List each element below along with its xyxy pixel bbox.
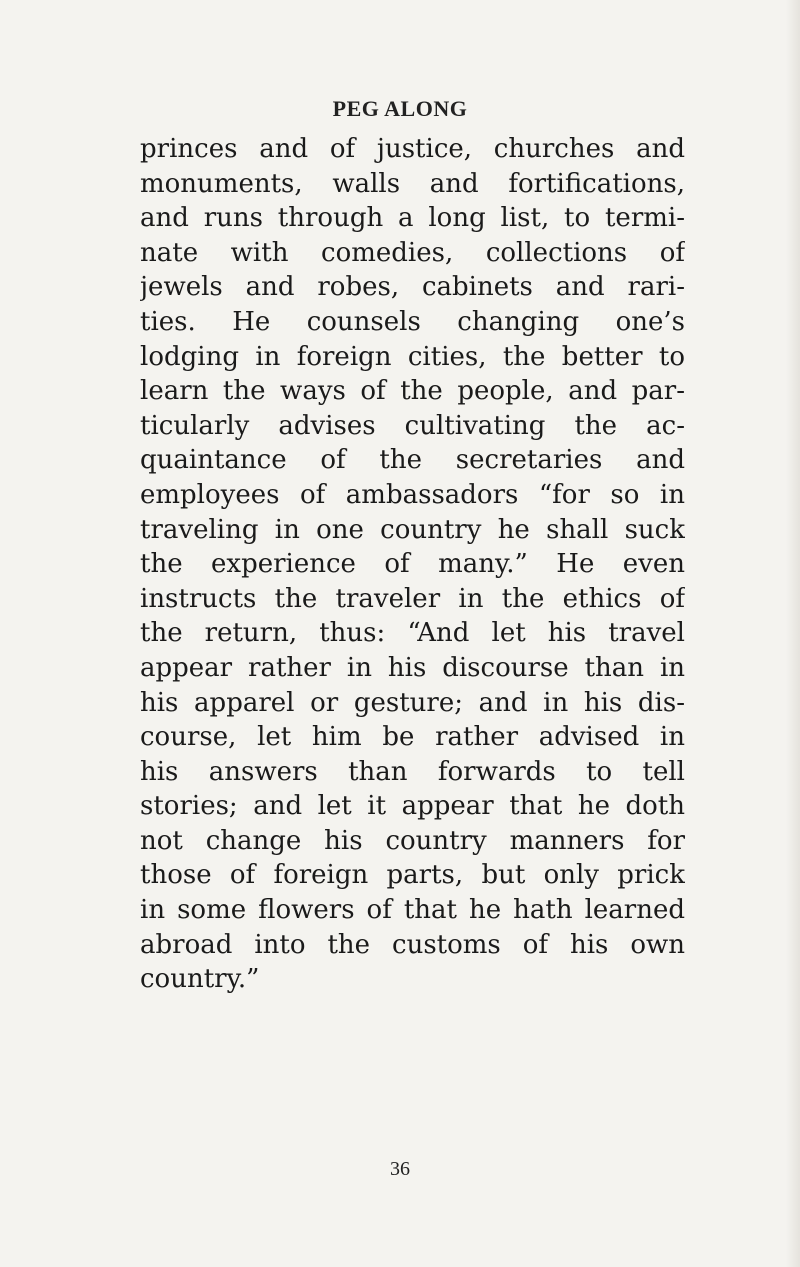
text-line: his apparel or gesture; and in his dis- bbox=[140, 687, 685, 718]
text-line: monuments, walls and fortifications, bbox=[140, 168, 685, 199]
text-line: his answers than forwards to tell bbox=[140, 756, 685, 787]
page-number: 36 bbox=[390, 1158, 410, 1180]
text-line: stories; and let it appear that he doth bbox=[140, 791, 685, 822]
text-line: employees of ambassadors “for so in bbox=[140, 479, 685, 510]
text-line: the return, thus: “And let his travel bbox=[140, 618, 685, 649]
text-line: abroad into the customs of his own bbox=[140, 929, 685, 960]
page-edge-shadow bbox=[786, 0, 800, 1267]
text-line: ties. He counsels changing one’s bbox=[140, 306, 685, 337]
text-line: lodging in foreign cities, the better to bbox=[140, 341, 685, 372]
body-text bbox=[140, 132, 685, 997]
text-line: country.” bbox=[140, 964, 260, 995]
text-line: learn the ways of the people, and par- bbox=[140, 376, 685, 407]
text-line: the experience of many.” He even bbox=[140, 549, 685, 580]
text-line: instructs the traveler in the ethics of bbox=[140, 583, 685, 614]
text-line: those of foreign parts, but only prick bbox=[140, 860, 685, 891]
text-line: quaintance of the secretaries and bbox=[140, 445, 685, 476]
text-line: ticularly advises cultivating the ac- bbox=[140, 410, 685, 441]
text-line: traveling in one country he shall suck bbox=[140, 514, 685, 545]
text-line: jewels and robes, cabinets and rari- bbox=[140, 272, 685, 303]
running-head: PEG ALONG bbox=[332, 96, 468, 121]
text-line: appear rather in his discourse than in bbox=[140, 652, 685, 683]
text-line: not change his country manners for bbox=[140, 825, 685, 856]
text-line: course, let him be rather advised in bbox=[140, 722, 685, 753]
text-line: and runs through a long list, to termi- bbox=[140, 203, 685, 234]
text-line: princes and of justice, churches and bbox=[140, 134, 685, 164]
text-line: in some flowers of that he hath learned bbox=[140, 895, 685, 926]
text-line: nate with comedies, collections of bbox=[140, 237, 685, 268]
